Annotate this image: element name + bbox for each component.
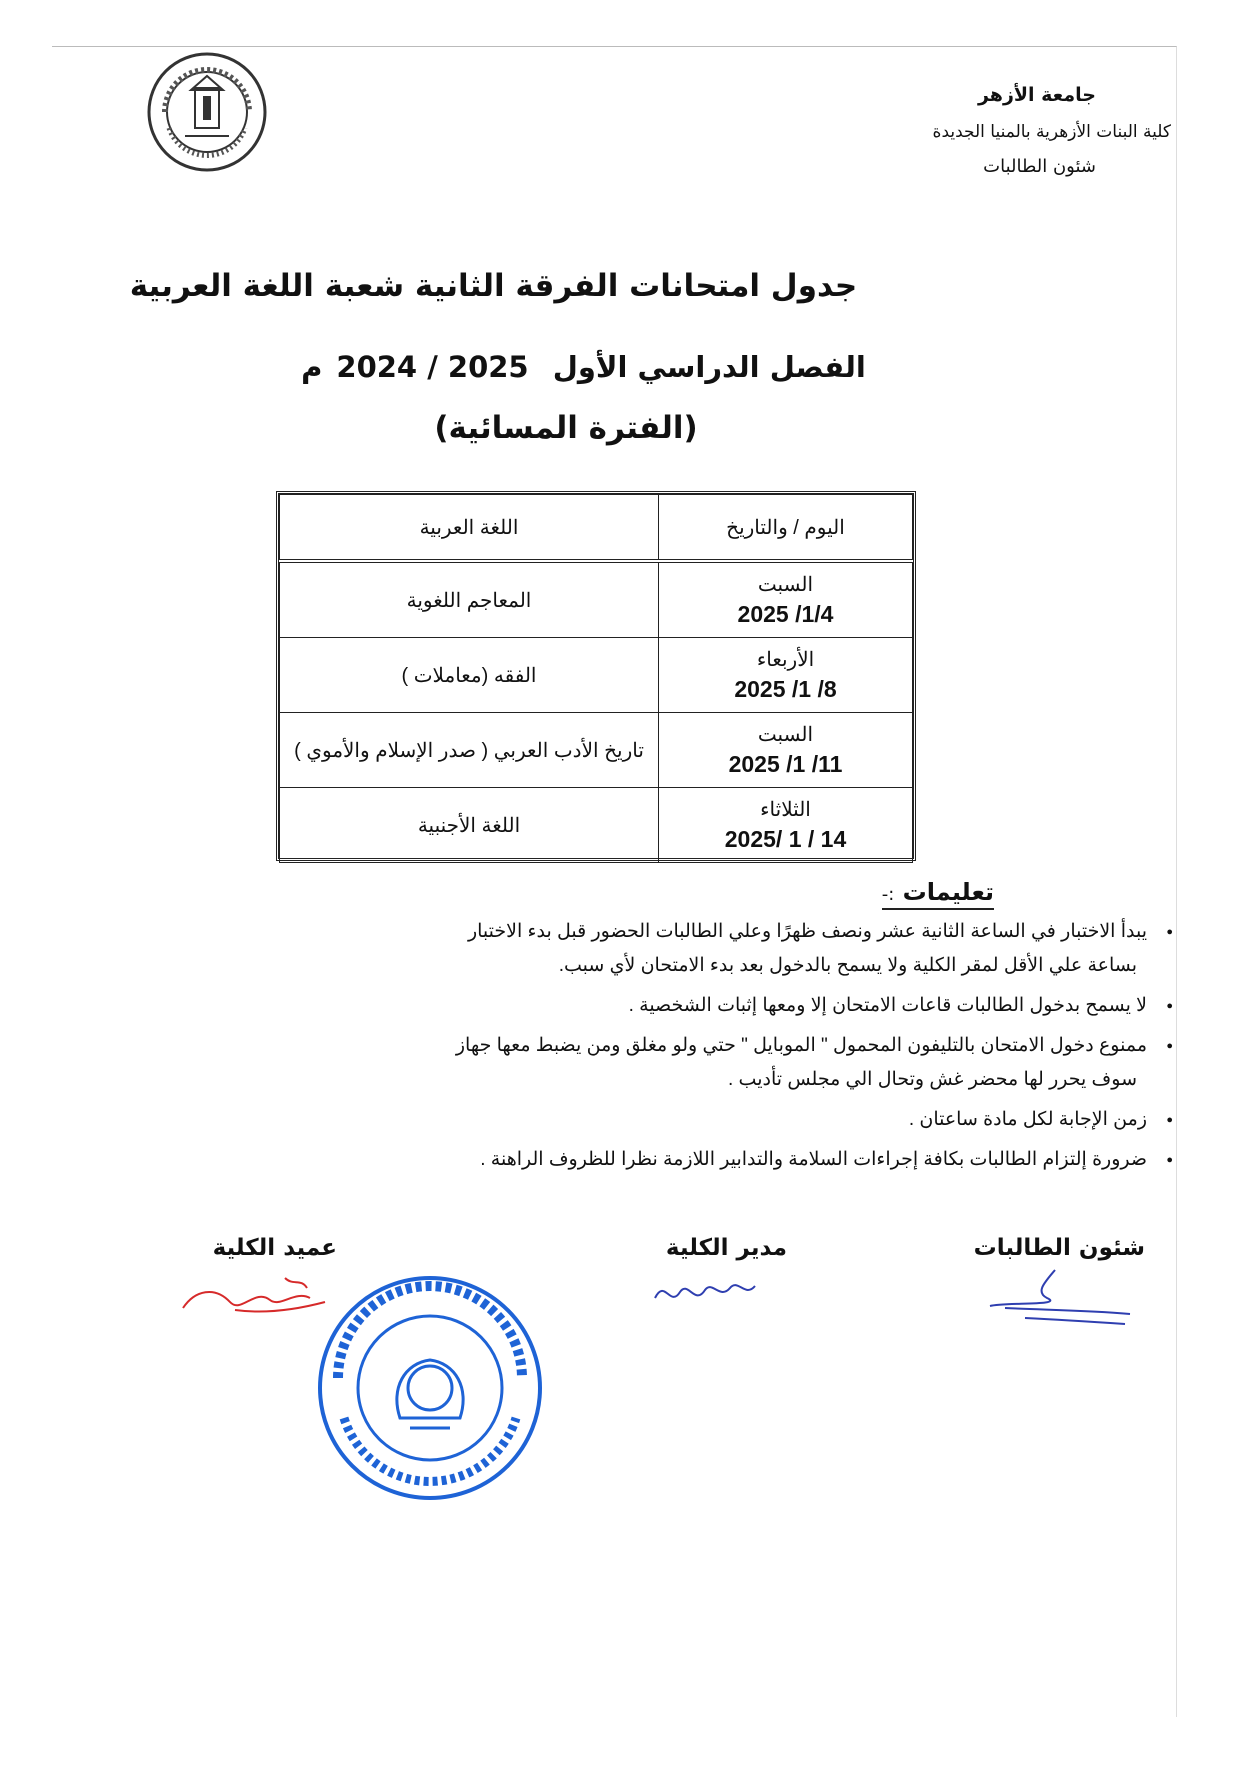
director-signature [650, 1268, 760, 1313]
list-item [177, 915, 1177, 983]
instruction-text-continued: بساعة علي الأقل لمقر الكلية ولا يسمح بالدخول بعد بدء الامتحان لأي سبب. [558, 955, 1137, 976]
instruction-text: لا يسمح بدخول الطالبات قاعات الامتحان إلا ومعها إثبات الشخصية . [628, 995, 1147, 1016]
period-label: (الفترة المسائية) [434, 410, 698, 446]
document-title: جدول امتحانات الفرقة الثانية شعبة اللغة العربية [129, 268, 858, 304]
subject-cell: تاريخ الأدب العربي ( صدر الإسلام والأموي ) [280, 713, 659, 788]
day-name: السبت [757, 574, 814, 596]
subject-cell: المعاجم اللغوية [280, 561, 659, 638]
subject-cell: اللغة الأجنبية [280, 788, 659, 863]
list-item [177, 989, 1177, 1023]
instructions-colon: :- [881, 884, 895, 905]
exam-date: 2025 /1 /8 [734, 676, 837, 702]
day-date-cell [659, 788, 913, 863]
list-item [177, 1029, 1177, 1097]
academic-year: 2024 / 2025 [336, 350, 529, 384]
subject-cell: الفقه (معاملات ) [280, 638, 659, 713]
header-subject: اللغة العربية [280, 495, 659, 562]
signature-label-students-affairs: شئون الطالبات [973, 1235, 1145, 1261]
year-suffix: م [301, 350, 323, 384]
day-date-cell [659, 713, 913, 788]
students-affairs-signature [985, 1262, 1135, 1332]
day-name: السبت [757, 724, 814, 746]
semester-label: الفصل الدراسي الأول [552, 350, 866, 384]
instructions-heading: تعليمات [902, 878, 994, 906]
table-header-row [280, 495, 913, 562]
day-name: الثلاثاء [760, 799, 811, 821]
university-name: جامعة الأزهر [977, 84, 1096, 106]
list-item [177, 1103, 1177, 1137]
table-row [280, 788, 913, 863]
instruction-text-continued: سوف يحرر لها محضر غش وتحال الي مجلس تأديب . [728, 1069, 1137, 1090]
exam-schedule-table [276, 491, 916, 861]
header-day-date: اليوم / والتاريخ [659, 495, 913, 562]
exam-date: 2025/ 1 / 14 [724, 826, 847, 852]
signature-label-director: مدير الكلية [665, 1235, 787, 1261]
table-row [280, 561, 913, 638]
instructions-list [177, 915, 1177, 1183]
semester-line [0, 350, 1237, 384]
day-name: الأربعاء [756, 649, 815, 671]
table-row [280, 638, 913, 713]
instruction-text: ممنوع دخول الامتحان بالتليفون المحمول " الموبايل " حتي ولو مغلق ومن يضبط معها جهاز [455, 1035, 1147, 1056]
faculty-name: كلية البنات الأزهرية بالمنيا الجديدة [932, 122, 1171, 142]
day-date-cell [659, 561, 913, 638]
exam-date: 2025 /1/4 [737, 601, 834, 627]
signature-label-dean: عميد الكلية [212, 1235, 337, 1261]
list-item [177, 1143, 1177, 1177]
exam-date: 2025 /1 /11 [728, 751, 843, 777]
university-header [831, 84, 1171, 177]
university-logo [145, 50, 270, 175]
instructions-title [882, 878, 994, 910]
table-row [280, 713, 913, 788]
instruction-text: يبدأ الاختبار في الساعة الثانية عشر ونصف ظهرًا وعلي الطالبات الحضور قبل بدء الاختبار [467, 921, 1147, 942]
day-date-cell [659, 638, 913, 713]
official-stamp [310, 1268, 550, 1508]
instruction-text: ضرورة إلتزام الطالبات بكافة إجراءات السلامة والتدابير اللازمة نظرا للظروف الراهنة . [480, 1149, 1147, 1170]
department-name: شئون الطالبات [983, 156, 1096, 177]
instruction-text: زمن الإجابة لكل مادة ساعتان . [908, 1109, 1147, 1130]
